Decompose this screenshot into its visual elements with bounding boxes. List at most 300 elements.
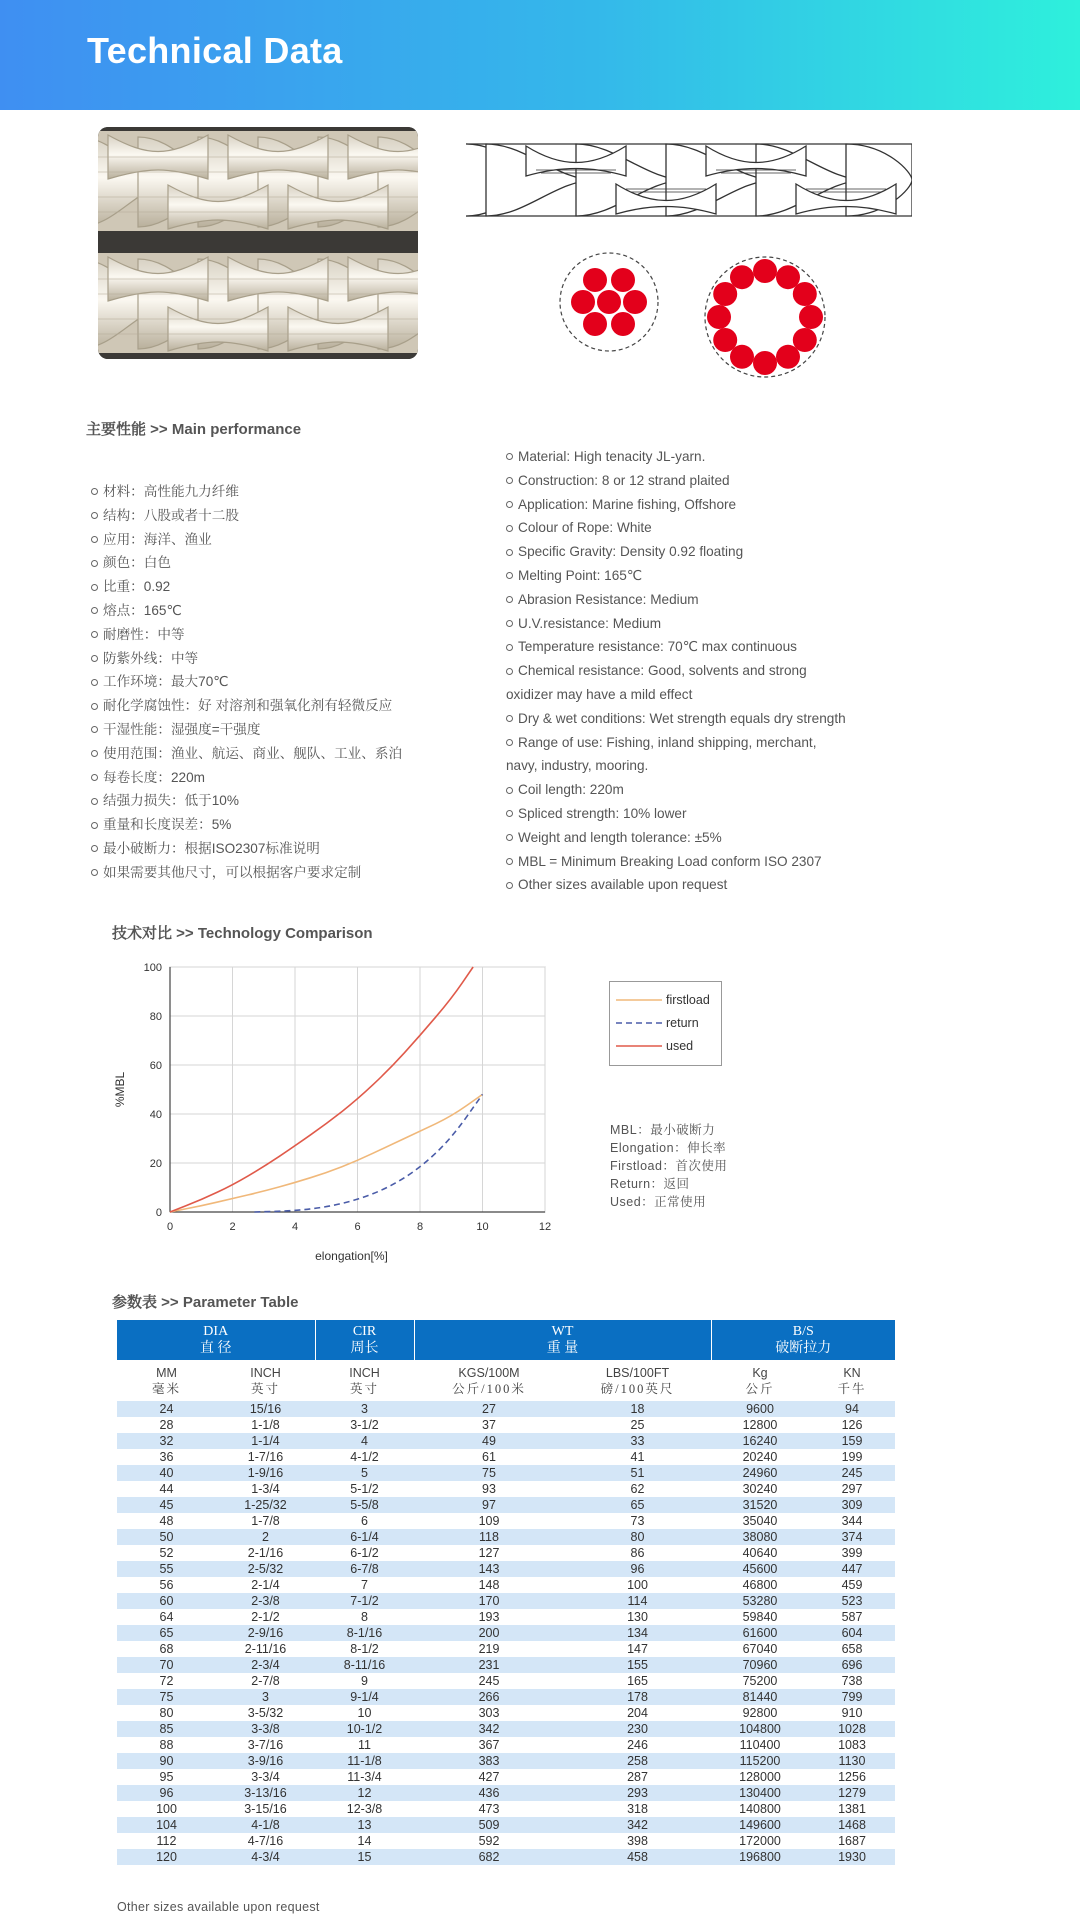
table-cell: 104	[117, 1817, 216, 1833]
spec-item-text: 如果需要其他尺寸，可以根据客户要求定制	[103, 864, 362, 880]
spec-item	[506, 873, 846, 897]
spec-item-text: 使用范围：渔业、航运、商业、舰队、工业、系泊	[103, 745, 403, 761]
table-cell: 4	[315, 1433, 414, 1449]
y-tick-label: 0	[155, 1207, 162, 1219]
table-cell: 55	[117, 1561, 216, 1577]
spec-item-text: Coil length: 220m	[518, 782, 624, 798]
table-cell: 25	[564, 1417, 711, 1433]
table-row	[117, 1545, 895, 1561]
table-cell: 100	[564, 1577, 711, 1593]
spec-item	[91, 694, 402, 718]
group-header-cir: CIR 周长	[315, 1320, 414, 1360]
table-cell: 2-7/8	[216, 1673, 315, 1689]
table-cell: 97	[414, 1497, 564, 1513]
table-cell: 148	[414, 1577, 564, 1593]
table-cell: 1083	[809, 1737, 895, 1753]
spec-item-text: 防紫外线：中等	[103, 650, 199, 666]
table-cell: 115200	[711, 1753, 809, 1769]
table-cell: 219	[414, 1641, 564, 1657]
bullet-icon	[506, 453, 513, 460]
table-cell: 2-1/4	[216, 1577, 315, 1593]
table-cell: 3-9/16	[216, 1753, 315, 1769]
performance-list-english	[506, 445, 846, 897]
bullet-icon	[91, 703, 98, 710]
group-header-wt: WT 重 量	[414, 1320, 711, 1360]
table-cell: 287	[564, 1769, 711, 1785]
table-cell: 3	[216, 1689, 315, 1705]
bullet-icon	[91, 774, 98, 781]
table-cell: 53280	[711, 1593, 809, 1609]
table-cell: 6-1/2	[315, 1545, 414, 1561]
table-cell: 1-25/32	[216, 1497, 315, 1513]
table-cell: 3-13/16	[216, 1785, 315, 1801]
table-cell: 196800	[711, 1849, 809, 1865]
table-cell: 68	[117, 1641, 216, 1657]
table-cell: 367	[414, 1737, 564, 1753]
unit-header-cell	[315, 1360, 414, 1401]
table-cell: 130400	[711, 1785, 809, 1801]
table-cell: 38080	[711, 1529, 809, 1545]
unit-en: KN	[843, 1365, 861, 1380]
table-cell: 80	[117, 1705, 216, 1721]
rope-photo-illustration	[98, 127, 418, 359]
spec-item-text: 最小破断力：根据ISO2307标准说明	[103, 840, 320, 856]
spec-item-text: Abrasion Resistance: Medium	[518, 591, 699, 607]
spec-item-text: oxidizer may have a mild effect	[506, 686, 693, 702]
legend-label-firstload: firstload	[666, 993, 710, 1007]
bullet-icon	[91, 631, 98, 638]
table-cell: 3-5/32	[216, 1705, 315, 1721]
table-cell: 4-3/4	[216, 1849, 315, 1865]
comparison-heading: 技术对比 >> Technology Comparison	[112, 925, 373, 942]
table-cell: 1279	[809, 1785, 895, 1801]
table-cell: 658	[809, 1641, 895, 1657]
table-cell: 85	[117, 1721, 216, 1737]
table-cell: 81440	[711, 1689, 809, 1705]
table-cell: 44	[117, 1481, 216, 1497]
spec-item-text: 应用：海洋、渔业	[103, 531, 212, 547]
unit-en: LBS/100FT	[605, 1365, 670, 1380]
spec-item-text: 每卷长度：220m	[103, 769, 205, 785]
table-cell: 172000	[711, 1833, 809, 1849]
table-cell: 342	[564, 1817, 711, 1833]
table-cell: 458	[564, 1849, 711, 1865]
table-cell: 147	[564, 1641, 711, 1657]
table-cell: 95	[117, 1769, 216, 1785]
table-cell: 1468	[809, 1817, 895, 1833]
performance-list-chinese	[91, 480, 402, 885]
table-cell: 1256	[809, 1769, 895, 1785]
table-cell: 1-9/16	[216, 1465, 315, 1481]
unit-header-cell	[414, 1360, 564, 1401]
table-cell: 80	[564, 1529, 711, 1545]
table-cell: 27	[414, 1401, 564, 1417]
bullet-icon	[506, 477, 513, 484]
spec-item-text: U.V.resistance: Medium	[518, 615, 662, 631]
strand-dot	[753, 351, 777, 375]
table-unit-header	[117, 1360, 895, 1401]
table-cell: 10-1/2	[315, 1721, 414, 1737]
bullet-icon	[506, 858, 513, 865]
page-title: Technical Data	[87, 30, 343, 71]
y-tick-label: 40	[149, 1109, 162, 1121]
table-cell: 45600	[711, 1561, 809, 1577]
table-cell: 36	[117, 1449, 216, 1465]
table-cell: 1-7/16	[216, 1449, 315, 1465]
table-row	[117, 1481, 895, 1497]
table-cell: 18	[564, 1401, 711, 1417]
table-cell: 1130	[809, 1753, 895, 1769]
table-cell: 73	[564, 1513, 711, 1529]
table-cell: 9600	[711, 1401, 809, 1417]
bullet-icon	[91, 488, 98, 495]
table-cell: 230	[564, 1721, 711, 1737]
spec-item-text: MBL = Minimum Breaking Load conform ISO 2307	[518, 853, 822, 869]
bullet-icon	[91, 822, 98, 829]
spec-item	[506, 445, 846, 469]
bullet-icon	[506, 739, 513, 746]
spec-item-text: Colour of Rope: White	[518, 520, 652, 536]
unit-header-cell	[216, 1360, 315, 1401]
table-cell: 67040	[711, 1641, 809, 1657]
bullet-icon	[506, 596, 513, 603]
legend-item-return	[616, 1013, 699, 1033]
table-row	[117, 1465, 895, 1481]
table-cell: 30240	[711, 1481, 809, 1497]
spec-item	[506, 731, 846, 755]
table-cell: 52	[117, 1545, 216, 1561]
table-row	[117, 1497, 895, 1513]
spec-item-text: 材料：高性能九力纤维	[103, 484, 239, 499]
table-cell: 604	[809, 1625, 895, 1641]
spec-item	[506, 588, 846, 612]
table-row	[117, 1753, 895, 1769]
table-cell: 447	[809, 1561, 895, 1577]
table-cell: 7-1/2	[315, 1593, 414, 1609]
legend-line-firstload	[616, 997, 662, 1003]
unit-header-cell	[809, 1360, 895, 1401]
spec-item-text: Specific Gravity: Density 0.92 floating	[518, 544, 744, 560]
table-cell: 309	[809, 1497, 895, 1513]
table-cell: 16240	[711, 1433, 809, 1449]
table-cell: 8-1/16	[315, 1625, 414, 1641]
table-cell: 128000	[711, 1769, 809, 1785]
table-cell: 13	[315, 1817, 414, 1833]
table-cell: 92800	[711, 1705, 809, 1721]
unit-header-cell	[117, 1360, 216, 1401]
spec-item	[506, 707, 846, 731]
spec-item	[91, 480, 402, 504]
table-cell: 398	[564, 1833, 711, 1849]
table-cell: 1687	[809, 1833, 895, 1849]
table-cell: 90	[117, 1753, 216, 1769]
unit-en: MM	[156, 1365, 177, 1380]
table-cell: 75	[117, 1689, 216, 1705]
table-cell: 75	[414, 1465, 564, 1481]
table-cell: 118	[414, 1529, 564, 1545]
table-cell: 8-11/16	[315, 1657, 414, 1673]
table-cell: 204	[564, 1705, 711, 1721]
bullet-icon	[91, 726, 98, 733]
bullet-icon	[91, 750, 98, 757]
x-tick-label: 10	[476, 1221, 489, 1233]
table-cell: 2-3/8	[216, 1593, 315, 1609]
bullet-icon	[91, 560, 98, 567]
table-cell: 2-1/16	[216, 1545, 315, 1561]
table-cell: 32	[117, 1433, 216, 1449]
table-cell: 110400	[711, 1737, 809, 1753]
group-header-dia: DIA 直 径	[117, 1320, 315, 1360]
table-cell: 587	[809, 1609, 895, 1625]
bullet-icon	[506, 644, 513, 651]
table-cell: 56	[117, 1577, 216, 1593]
table-cell: 523	[809, 1593, 895, 1609]
bullet-icon	[506, 715, 513, 722]
table-cell: 297	[809, 1481, 895, 1497]
unit-header-cell	[711, 1360, 809, 1401]
table-cell: 140800	[711, 1801, 809, 1817]
x-tick-label: 12	[538, 1221, 552, 1233]
table-row	[117, 1721, 895, 1737]
bullet-icon	[91, 584, 98, 591]
rope-photo	[98, 127, 418, 359]
table-row	[117, 1641, 895, 1657]
spec-item-text: 耐化学腐蚀性：好 对溶剂和强氧化剂有轻微反应	[103, 698, 393, 714]
table-cell: 3-1/2	[315, 1417, 414, 1433]
spec-item	[506, 826, 846, 850]
table-footnote: Other sizes available upon request	[117, 1900, 320, 1914]
table-cell: 112	[117, 1833, 216, 1849]
table-row	[117, 1529, 895, 1545]
table-cell: 62	[564, 1481, 711, 1497]
unit-header-cell	[564, 1360, 711, 1401]
table-cell: 231	[414, 1657, 564, 1673]
table-row	[117, 1785, 895, 1801]
bullet-icon	[506, 882, 513, 889]
bullet-icon	[506, 787, 513, 794]
table-row	[117, 1417, 895, 1433]
x-tick-label: 4	[291, 1221, 299, 1233]
bullet-icon	[91, 845, 98, 852]
unit-cn: 英寸	[349, 1381, 379, 1396]
table-cell: 436	[414, 1785, 564, 1801]
table-row	[117, 1817, 895, 1833]
table-cell: 64	[117, 1609, 216, 1625]
table-cell: 2-11/16	[216, 1641, 315, 1657]
legend-line-return	[616, 1020, 662, 1026]
spec-item-text: 颜色：白色	[103, 555, 171, 571]
spec-item-text: Weight and length tolerance: ±5%	[518, 829, 722, 845]
table-cell: 3-3/4	[216, 1769, 315, 1785]
spec-item	[506, 635, 846, 659]
table-cell: 266	[414, 1689, 564, 1705]
table-cell: 738	[809, 1673, 895, 1689]
table-cell: 10	[315, 1705, 414, 1721]
table-cell: 61	[414, 1449, 564, 1465]
table-cell: 344	[809, 1513, 895, 1529]
bullet-icon	[506, 620, 513, 627]
table-cell: 1-1/4	[216, 1433, 315, 1449]
y-tick-label: 100	[143, 962, 162, 974]
table-cell: 1-1/8	[216, 1417, 315, 1433]
spec-item-text: Spliced strength: 10% lower	[518, 805, 687, 821]
table-cell: 159	[809, 1433, 895, 1449]
table-cell: 165	[564, 1673, 711, 1689]
glossary-item: MBL：最小破断力	[610, 1123, 716, 1137]
table-cell: 96	[117, 1785, 216, 1801]
spec-item	[91, 647, 402, 671]
y-tick-label: 60	[149, 1060, 162, 1072]
unit-cn: 英寸	[250, 1381, 280, 1396]
table-cell: 155	[564, 1657, 711, 1673]
spec-item-text: Construction: 8 or 12 strand plaited	[518, 472, 730, 488]
bullet-icon	[91, 869, 98, 876]
table-cell: 696	[809, 1657, 895, 1673]
glossary-item: Elongation：伸长率	[610, 1141, 727, 1155]
table-cell: 2-5/32	[216, 1561, 315, 1577]
bullet-icon	[506, 668, 513, 675]
spec-item	[91, 623, 402, 647]
bullet-icon	[91, 655, 98, 662]
table-cell: 37	[414, 1417, 564, 1433]
spec-item	[91, 551, 402, 575]
bullet-icon	[91, 536, 98, 543]
bullet-icon	[91, 798, 98, 805]
glossary-item: Return：返回	[610, 1177, 690, 1191]
table-cell: 126	[809, 1417, 895, 1433]
spec-item	[91, 718, 402, 742]
table-cell: 318	[564, 1801, 711, 1817]
spec-item	[91, 599, 402, 623]
table-cell: 109	[414, 1513, 564, 1529]
unit-cn: 磅/100英尺	[600, 1381, 675, 1396]
table-cell: 104800	[711, 1721, 809, 1737]
table-cell: 799	[809, 1689, 895, 1705]
strand-dot	[799, 305, 823, 329]
table-cell: 910	[809, 1705, 895, 1721]
table-cell: 5	[315, 1465, 414, 1481]
spec-item	[506, 493, 846, 517]
chart-legend	[609, 981, 722, 1066]
table-cell: 682	[414, 1849, 564, 1865]
table-cell: 59840	[711, 1609, 809, 1625]
legend-line-used	[616, 1043, 662, 1049]
spec-item	[91, 789, 402, 813]
parameter-heading: 参数表 >> Parameter Table	[112, 1294, 299, 1311]
table-cell: 149600	[711, 1817, 809, 1833]
glossary-item: Firstload：首次使用	[610, 1159, 728, 1173]
spec-item-text: Application: Marine fishing, Offshore	[518, 496, 737, 512]
y-tick-label: 80	[149, 1011, 162, 1023]
unit-en: INCH	[250, 1365, 281, 1380]
y-tick-label: 20	[149, 1158, 162, 1170]
unit-en: INCH	[349, 1365, 380, 1380]
spec-item-text: Dry & wet conditions: Wet strength equals dry strength	[518, 710, 846, 726]
table-row	[117, 1849, 895, 1865]
table-cell: 374	[809, 1529, 895, 1545]
unit-cn: 毫米	[151, 1381, 181, 1396]
spec-item-text: Chemical resistance: Good, solvents and strong	[518, 663, 807, 679]
spec-item	[91, 670, 402, 694]
table-cell: 1028	[809, 1721, 895, 1737]
table-cell: 473	[414, 1801, 564, 1817]
table-cell: 93	[414, 1481, 564, 1497]
legend-item-firstload	[616, 990, 710, 1010]
table-cell: 193	[414, 1609, 564, 1625]
table-cell: 342	[414, 1721, 564, 1737]
spec-item-text: Other sizes available upon request	[518, 877, 728, 893]
table-cell: 24	[117, 1401, 216, 1417]
table-cell: 170	[414, 1593, 564, 1609]
table-cell: 245	[809, 1465, 895, 1481]
table-cell: 293	[564, 1785, 711, 1801]
unit-cn: 公斤/100米	[452, 1381, 526, 1396]
spec-item-text: Range of use: Fishing, inland shipping, merchant,	[518, 734, 817, 750]
elongation-chart	[106, 945, 556, 1265]
x-tick-label: 2	[229, 1221, 236, 1233]
table-cell: 28	[117, 1417, 216, 1433]
table-cell: 3-3/8	[216, 1721, 315, 1737]
unit-cn: 千牛	[837, 1381, 867, 1396]
unit-en: KGS/100M	[458, 1365, 520, 1380]
table-cell: 6	[315, 1513, 414, 1529]
bullet-icon	[506, 572, 513, 579]
spec-item-text: 结强力损失：低于10%	[103, 793, 239, 809]
table-cell: 7	[315, 1577, 414, 1593]
table-cell: 199	[809, 1449, 895, 1465]
spec-item-text: 重量和长度误差：5%	[103, 817, 232, 833]
x-tick-label: 0	[166, 1221, 174, 1233]
table-row	[117, 1737, 895, 1753]
legend-label-used: used	[666, 1039, 694, 1053]
table-cell: 8-1/2	[315, 1641, 414, 1657]
table-cell: 4-1/8	[216, 1817, 315, 1833]
table-cell: 459	[809, 1577, 895, 1593]
bullet-icon	[506, 834, 513, 841]
legend-item-used	[616, 1036, 693, 1056]
spec-item-text: Material: High tenacity JL-yarn.	[518, 449, 706, 464]
spec-item	[91, 575, 402, 599]
table-cell: 11	[315, 1737, 414, 1753]
table-row	[117, 1673, 895, 1689]
table-cell: 3	[315, 1401, 414, 1417]
spec-item	[91, 742, 402, 766]
table-cell: 5-5/8	[315, 1497, 414, 1513]
spec-item-text: 结构：八股或者十二股	[103, 507, 239, 523]
table-cell: 14	[315, 1833, 414, 1849]
table-cell: 70960	[711, 1657, 809, 1673]
table-cell: 3-7/16	[216, 1737, 315, 1753]
table-row	[117, 1593, 895, 1609]
spec-item	[91, 766, 402, 790]
spec-item-text: navy, industry, mooring.	[506, 758, 649, 774]
legend-label-return: return	[666, 1016, 699, 1030]
table-cell: 6-1/4	[315, 1529, 414, 1545]
table-cell: 11-1/8	[315, 1753, 414, 1769]
table-cell: 2-9/16	[216, 1625, 315, 1641]
bullet-icon	[91, 512, 98, 519]
glossary-item: Used：正常使用	[610, 1195, 707, 1209]
x-axis-label: elongation[%]	[315, 1249, 388, 1263]
table-cell: 9	[315, 1673, 414, 1689]
spec-item	[506, 469, 846, 493]
table-cell: 200	[414, 1625, 564, 1641]
table-row	[117, 1577, 895, 1593]
table-cell: 65	[117, 1625, 216, 1641]
table-cell: 6-7/8	[315, 1561, 414, 1577]
table-cell: 1-3/4	[216, 1481, 315, 1497]
table-cell: 61600	[711, 1625, 809, 1641]
